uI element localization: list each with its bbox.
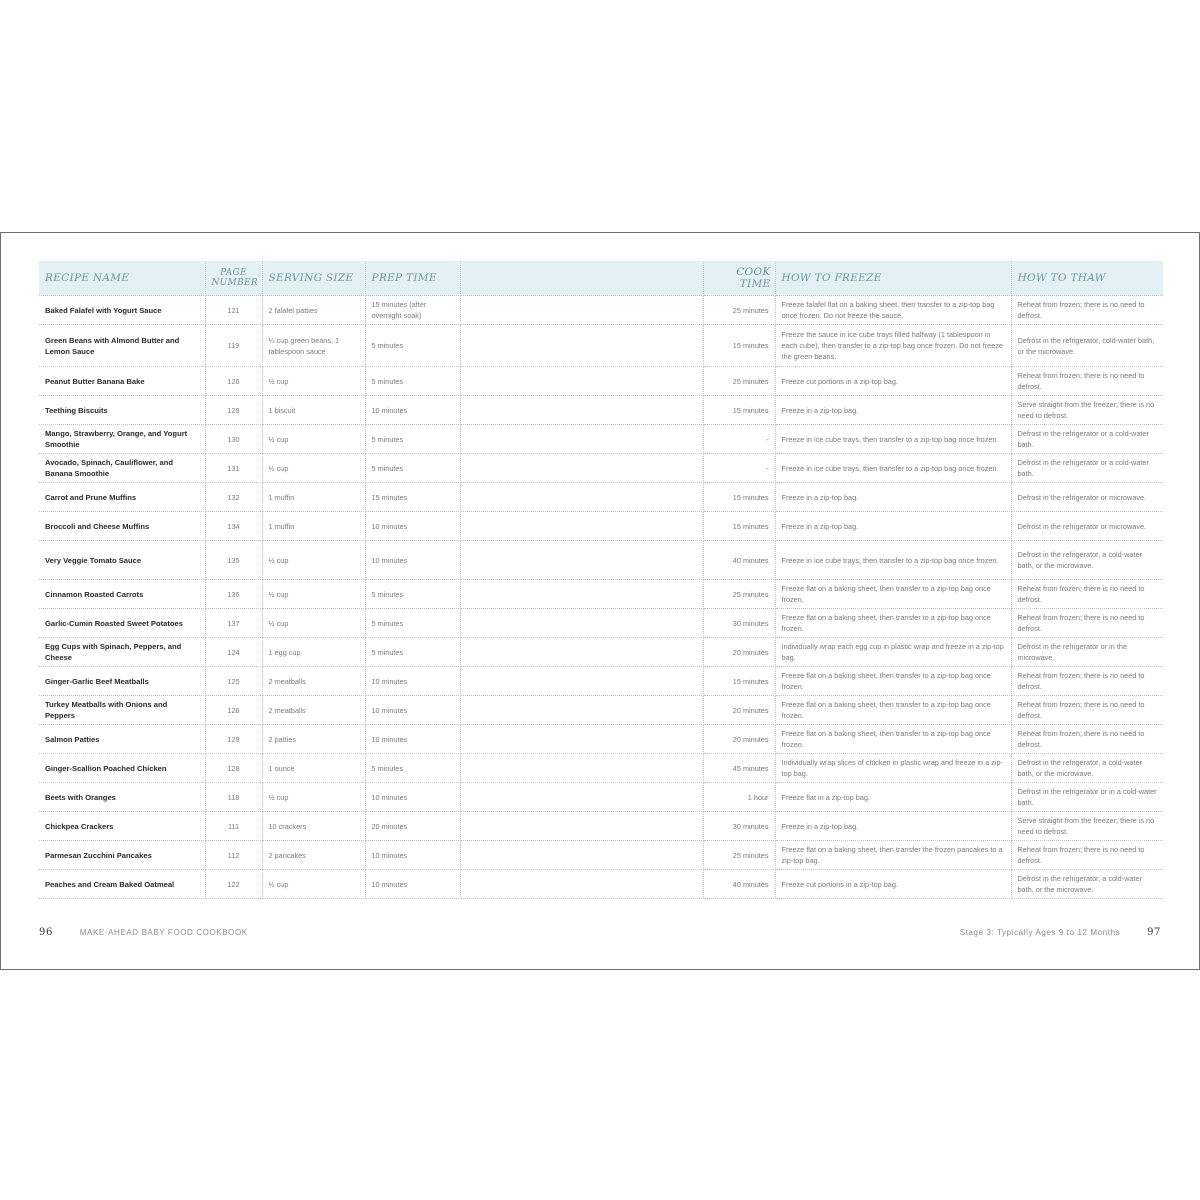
- spacer-cell: [460, 367, 703, 396]
- page-number-cell: 126: [205, 696, 262, 725]
- prep-time-cell: 5 minutes: [365, 425, 460, 454]
- how-to-freeze-cell: Freeze flat on a baking sheet, then transfer to a zip-top bag once frozen.: [775, 580, 1011, 609]
- cook-time-cell: 45 minutes: [703, 754, 775, 783]
- recipe-name-cell: Baked Falafel with Yogurt Sauce: [39, 296, 205, 325]
- how-to-freeze-cell: Freeze cut portions in a zip-top bag.: [775, 870, 1011, 899]
- spacer-cell: [460, 396, 703, 425]
- spacer-cell: [460, 325, 703, 367]
- recipe-name-cell: Ginger-Scallion Poached Chicken: [39, 754, 205, 783]
- cook-time-cell: 1 hour: [703, 783, 775, 812]
- page-number-cell: 129: [205, 725, 262, 754]
- page-number-cell: 130: [205, 425, 262, 454]
- table-row: [39, 541, 1163, 580]
- how-to-freeze-cell: Freeze in a zip-top bag.: [775, 512, 1011, 541]
- header-how-to-freeze: HOW TO FREEZE: [775, 261, 1011, 296]
- how-to-freeze-cell: Freeze cut portions in a zip-top bag.: [775, 367, 1011, 396]
- recipe-name-cell: Peaches and Cream Baked Oatmeal: [39, 870, 205, 899]
- page-number-cell: 131: [205, 454, 262, 483]
- header-serving-size: SERVING SIZE: [262, 261, 365, 296]
- spacer-cell: [460, 454, 703, 483]
- recipe-name-cell: Chickpea Crackers: [39, 812, 205, 841]
- page-number-cell: 137: [205, 609, 262, 638]
- recipe-name-cell: Parmesan Zucchini Pancakes: [39, 841, 205, 870]
- cook-time-cell: 30 minutes: [703, 812, 775, 841]
- page-number-cell: 128: [205, 396, 262, 425]
- spacer-cell: [460, 667, 703, 696]
- how-to-freeze-cell: Freeze flat on a baking sheet, then transfer the frozen pancakes to a zip-top bag.: [775, 841, 1011, 870]
- recipe-name-cell: Peanut Butter Banana Bake: [39, 367, 205, 396]
- cook-time-cell: 15 minutes: [703, 396, 775, 425]
- how-to-thaw-cell: Reheat from frozen; there is no need to defrost.: [1011, 696, 1163, 725]
- book-spread: [0, 232, 1200, 970]
- right-running-title: Stage 3: Typically Ages 9 to 12 Months: [959, 928, 1121, 937]
- how-to-freeze-cell: Freeze flat on a baking sheet, then transfer to a zip-top bag once frozen.: [775, 696, 1011, 725]
- serving-size-cell: ½ cup: [262, 425, 365, 454]
- cook-time-cell: 15 minutes: [703, 667, 775, 696]
- recipe-name-cell: Broccoli and Cheese Muffins: [39, 512, 205, 541]
- recipe-name-cell: Carrot and Prune Muffins: [39, 483, 205, 512]
- serving-size-cell: 1 ounce: [262, 754, 365, 783]
- table-row: [39, 396, 1163, 425]
- spacer-cell: [460, 483, 703, 512]
- left-running-title: MAKE-AHEAD BABY FOOD COOKBOOK: [79, 928, 248, 937]
- left-page-number: 96: [39, 927, 53, 938]
- recipe-table: [39, 261, 1163, 899]
- how-to-thaw-cell: Reheat from frozen; there is no need to defrost.: [1011, 609, 1163, 638]
- prep-time-cell: 10 minutes: [365, 725, 460, 754]
- page-number-cell: 128: [205, 754, 262, 783]
- cook-time-cell: -: [703, 454, 775, 483]
- recipe-name-cell: Cinnamon Roasted Carrots: [39, 580, 205, 609]
- serving-size-cell: ½ cup: [262, 454, 365, 483]
- spacer-cell: [460, 812, 703, 841]
- page-number-cell: 121: [205, 296, 262, 325]
- prep-time-cell: 10 minutes: [365, 512, 460, 541]
- serving-size-cell: ½ cup: [262, 367, 365, 396]
- how-to-thaw-cell: Reheat from frozen; there is no need to defrost.: [1011, 580, 1163, 609]
- spacer-cell: [460, 754, 703, 783]
- recipe-name-cell: Very Veggie Tomato Sauce: [39, 541, 205, 580]
- serving-size-cell: 2 falafel patties: [262, 296, 365, 325]
- right-page-number: 97: [1147, 927, 1161, 938]
- how-to-freeze-cell: Freeze in ice cube trays, then transfer to a zip-top bag once frozen.: [775, 541, 1011, 580]
- page-number-cell: 136: [205, 580, 262, 609]
- cook-time-cell: 25 minutes: [703, 841, 775, 870]
- cook-time-cell: -: [703, 425, 775, 454]
- recipe-name-cell: Ginger-Garlic Beef Meatballs: [39, 667, 205, 696]
- recipe-name-cell: Egg Cups with Spinach, Peppers, and Cheese: [39, 638, 205, 667]
- table-row: [39, 609, 1163, 638]
- table-row: [39, 841, 1163, 870]
- cook-time-cell: 15 minutes: [703, 512, 775, 541]
- prep-time-cell: 10 minutes: [365, 396, 460, 425]
- recipe-name-cell: Green Beans with Almond Butter and Lemon Sauce: [39, 325, 205, 367]
- table-row: [39, 696, 1163, 725]
- how-to-thaw-cell: Reheat from frozen; there is no need to defrost.: [1011, 841, 1163, 870]
- spacer-cell: [460, 638, 703, 667]
- serving-size-cell: ½ cup: [262, 609, 365, 638]
- spacer-cell: [460, 870, 703, 899]
- how-to-thaw-cell: Defrost in the refrigerator or in a cold-water bath.: [1011, 783, 1163, 812]
- prep-time-cell: 10 minutes: [365, 870, 460, 899]
- page-number-cell: 112: [205, 841, 262, 870]
- spacer-cell: [460, 580, 703, 609]
- cook-time-cell: 25 minutes: [703, 296, 775, 325]
- serving-size-cell: ½ cup: [262, 541, 365, 580]
- table-body: [39, 296, 1163, 899]
- recipe-name-cell: Mango, Strawberry, Orange, and Yogurt Smoothie: [39, 425, 205, 454]
- how-to-thaw-cell: Defrost in the refrigerator or microwave.: [1011, 483, 1163, 512]
- header-cook-time: COOK TIME: [703, 261, 775, 296]
- spacer-cell: [460, 512, 703, 541]
- how-to-thaw-cell: Reheat from frozen; there is no need to defrost.: [1011, 367, 1163, 396]
- cook-time-cell: 20 minutes: [703, 638, 775, 667]
- how-to-thaw-cell: Defrost in the refrigerator or in the microwave.: [1011, 638, 1163, 667]
- how-to-thaw-cell: Defrost in the refrigerator, cold-water bath, or the microwave.: [1011, 325, 1163, 367]
- serving-size-cell: 1 egg cup: [262, 638, 365, 667]
- table-row: [39, 425, 1163, 454]
- prep-time-cell: 5 minutes: [365, 325, 460, 367]
- table-row: [39, 325, 1163, 367]
- serving-size-cell: 1 muffin: [262, 512, 365, 541]
- prep-time-cell: 15 minutes: [365, 483, 460, 512]
- table-row: [39, 367, 1163, 396]
- header-page-number: [205, 261, 262, 296]
- how-to-freeze-cell: Freeze in a zip-top bag.: [775, 812, 1011, 841]
- page-number-cell: 135: [205, 541, 262, 580]
- table-row: [39, 638, 1163, 667]
- how-to-freeze-cell: Freeze in a zip-top bag.: [775, 396, 1011, 425]
- recipe-name-cell: Salmon Patties: [39, 725, 205, 754]
- how-to-freeze-cell: Individually wrap each egg cup in plastic wrap and freeze in a zip-top bag.: [775, 638, 1011, 667]
- spacer-cell: [460, 783, 703, 812]
- header-prep-time: PREP TIME: [365, 261, 460, 296]
- table-row: [39, 454, 1163, 483]
- spacer-cell: [460, 841, 703, 870]
- footer-right: [960, 927, 1161, 938]
- serving-size-cell: 2 meatballs: [262, 696, 365, 725]
- table-row: [39, 754, 1163, 783]
- how-to-freeze-cell: Freeze falafel flat on a baking sheet, then transfer to a zip-top bag once frozen. Do not freeze the sauce.: [775, 296, 1011, 325]
- prep-time-cell: 5 minutes: [365, 454, 460, 483]
- prep-time-cell: 10 minutes: [365, 841, 460, 870]
- prep-time-cell: 15 minutes (after overnight soak): [365, 296, 460, 325]
- table-row: [39, 580, 1163, 609]
- header-row: [39, 261, 1163, 296]
- cook-time-cell: 40 minutes: [703, 870, 775, 899]
- serving-size-cell: 2 patties: [262, 725, 365, 754]
- how-to-freeze-cell: Freeze flat on a baking sheet, then transfer to a zip-top bag once frozen.: [775, 667, 1011, 696]
- serving-size-cell: 1 muffin: [262, 483, 365, 512]
- cook-time-cell: 20 minutes: [703, 696, 775, 725]
- prep-time-cell: 10 minutes: [365, 783, 460, 812]
- cook-time-cell: 20 minutes: [703, 725, 775, 754]
- how-to-thaw-cell: Reheat from frozen; there is no need to defrost.: [1011, 296, 1163, 325]
- prep-time-cell: 5 minutes: [365, 609, 460, 638]
- how-to-thaw-cell: Serve straight from the freezer; there is no need to defrost.: [1011, 396, 1163, 425]
- header-page-line2: NUMBER: [211, 278, 258, 288]
- prep-time-cell: 10 minutes: [365, 541, 460, 580]
- spacer-cell: [460, 696, 703, 725]
- how-to-thaw-cell: Defrost in the refrigerator or a cold-water bath.: [1011, 425, 1163, 454]
- spacer-cell: [460, 425, 703, 454]
- header-how-to-thaw: HOW TO THAW: [1011, 261, 1163, 296]
- table-row: [39, 812, 1163, 841]
- serving-size-cell: 2 pancakes: [262, 841, 365, 870]
- how-to-thaw-cell: Reheat from frozen; there is no need to defrost.: [1011, 667, 1163, 696]
- cook-time-cell: 30 minutes: [703, 609, 775, 638]
- how-to-freeze-cell: Freeze the sauce in ice cube trays filled halfway (1 tablespoon in each cube), then transfer to a zip-top bag once frozen. Do not freeze the green beans.: [775, 325, 1011, 367]
- how-to-thaw-cell: Defrost in the refrigerator, a cold-water bath, or the microwave.: [1011, 541, 1163, 580]
- recipe-name-cell: Turkey Meatballs with Onions and Peppers: [39, 696, 205, 725]
- how-to-thaw-cell: Serve straight from the freezer; there is no need to defrost.: [1011, 812, 1163, 841]
- how-to-thaw-cell: Defrost in the refrigerator or microwave.: [1011, 512, 1163, 541]
- spacer-cell: [460, 541, 703, 580]
- header-spacer: [460, 261, 703, 296]
- page-number-cell: 118: [205, 783, 262, 812]
- serving-size-cell: 10 crackers: [262, 812, 365, 841]
- page-number-cell: 119: [205, 325, 262, 367]
- spacer-cell: [460, 609, 703, 638]
- prep-time-cell: 5 minutes: [365, 638, 460, 667]
- prep-time-cell: 10 minutes: [365, 696, 460, 725]
- how-to-thaw-cell: Reheat from frozen; there is no need to defrost.: [1011, 725, 1163, 754]
- serving-size-cell: ¼ cup green beans, 1 tablespoon sauce: [262, 325, 365, 367]
- how-to-freeze-cell: Freeze in ice cube trays, then transfer to a zip-top bag once frozen.: [775, 425, 1011, 454]
- cook-time-cell: 15 minutes: [703, 483, 775, 512]
- header-page-line1: PAGE: [220, 268, 247, 278]
- footer-left: [39, 927, 248, 938]
- how-to-freeze-cell: Freeze in a zip-top bag.: [775, 483, 1011, 512]
- how-to-freeze-cell: Freeze flat in a zip-top bag.: [775, 783, 1011, 812]
- page-number-cell: 126: [205, 367, 262, 396]
- how-to-freeze-cell: Freeze in ice cube trays, then transfer to a zip-top bag once frozen.: [775, 454, 1011, 483]
- serving-size-cell: 2 meatballs: [262, 667, 365, 696]
- prep-time-cell: 5 minutes: [365, 754, 460, 783]
- recipe-name-cell: Avocado, Spinach, Cauliflower, and Banana Smoothie: [39, 454, 205, 483]
- prep-time-cell: 10 minutes: [365, 667, 460, 696]
- table-row: [39, 296, 1163, 325]
- cook-time-cell: 15 minutes: [703, 325, 775, 367]
- spacer-cell: [460, 725, 703, 754]
- page-number-cell: 111: [205, 812, 262, 841]
- how-to-freeze-cell: Freeze flat on a baking sheet, then transfer to a zip-top bag once frozen.: [775, 609, 1011, 638]
- how-to-thaw-cell: Defrost in the refrigerator, a cold-water bath, or the microwave.: [1011, 870, 1163, 899]
- page-number-cell: 122: [205, 870, 262, 899]
- table-row: [39, 725, 1163, 754]
- table-row: [39, 512, 1163, 541]
- cook-time-cell: 25 minutes: [703, 580, 775, 609]
- page-number-cell: 124: [205, 638, 262, 667]
- recipe-name-cell: Garlic-Cumin Roasted Sweet Potatoes: [39, 609, 205, 638]
- spacer-cell: [460, 296, 703, 325]
- table-row: [39, 483, 1163, 512]
- table-row: [39, 870, 1163, 899]
- serving-size-cell: ½ cup: [262, 870, 365, 899]
- how-to-freeze-cell: Freeze flat on a baking sheet, then transfer to a zip-top bag once frozen.: [775, 725, 1011, 754]
- page-number-cell: 134: [205, 512, 262, 541]
- how-to-thaw-cell: Defrost in the refrigerator or a cold-water bath.: [1011, 454, 1163, 483]
- table-row: [39, 783, 1163, 812]
- table-row: [39, 667, 1163, 696]
- prep-time-cell: 5 minutes: [365, 580, 460, 609]
- header-recipe-name: RECIPE NAME: [39, 261, 205, 296]
- recipe-name-cell: Beets with Oranges: [39, 783, 205, 812]
- prep-time-cell: 20 minutes: [365, 812, 460, 841]
- how-to-freeze-cell: Individually wrap slices of chicken in plastic wrap and freeze in a zip-top bag.: [775, 754, 1011, 783]
- cook-time-cell: 25 minutes: [703, 367, 775, 396]
- how-to-thaw-cell: Defrost in the refrigerator, a cold-water bath, or the microwave.: [1011, 754, 1163, 783]
- serving-size-cell: 1 biscuit: [262, 396, 365, 425]
- prep-time-cell: 5 minutes: [365, 367, 460, 396]
- recipe-name-cell: Teething Biscuits: [39, 396, 205, 425]
- page-number-cell: 125: [205, 667, 262, 696]
- serving-size-cell: ½ cup: [262, 580, 365, 609]
- page-number-cell: 132: [205, 483, 262, 512]
- serving-size-cell: ½ cup: [262, 783, 365, 812]
- cook-time-cell: 40 minutes: [703, 541, 775, 580]
